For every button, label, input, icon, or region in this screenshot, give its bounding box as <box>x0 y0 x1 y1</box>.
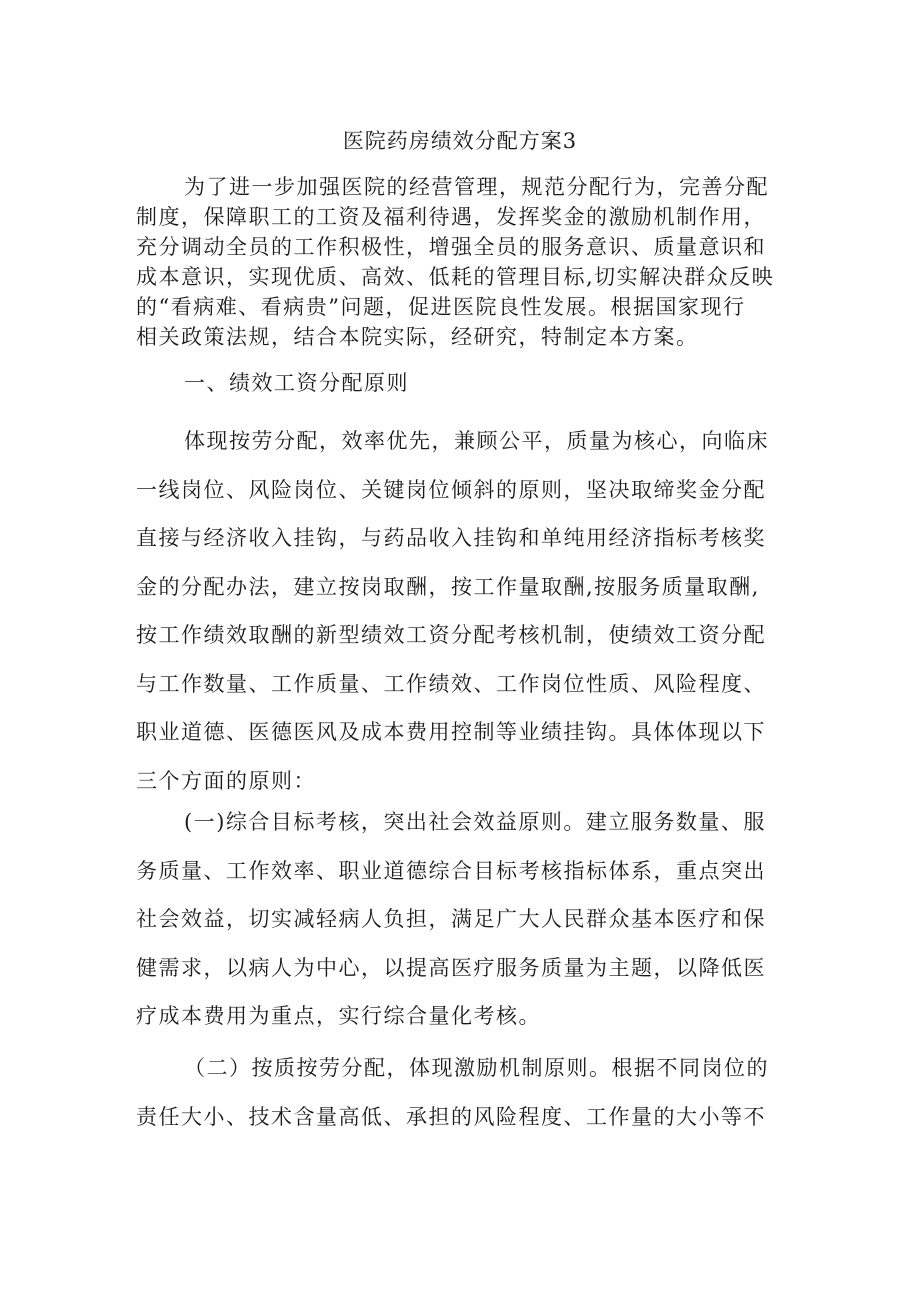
principle-paragraph <box>136 417 796 805</box>
paragraph-line: 按工作绩效取酬的新型绩效工资分配考核机制，使绩效工资分配 <box>136 623 766 647</box>
paragraph-line: 健需求，以病人为中心，以提高医疗服务质量为主题，以降低医 <box>136 955 766 980</box>
paragraph-line: 三个方面的原则： <box>136 768 316 793</box>
paragraph-line: 体现按劳分配，效率优先，兼顾公平，质量为核心，向临床 <box>184 429 769 453</box>
paragraph-line: 充分调动全员的工作积极性，增强全员的服务意识、质量意识和 <box>136 235 766 259</box>
intro-paragraph <box>136 172 796 352</box>
paragraph-line: 金的分配办法，建立按岗取酬，按工作量取酬,按服务质量取酬, <box>136 574 760 599</box>
paragraph-line: 直接与经济收入挂钩，与药品收入挂钩和单纯用经济指标考核奖 <box>136 526 766 550</box>
section-heading <box>136 368 796 398</box>
paragraph-line: 社会效益，切实减轻病人负担，满足广大人民群众基本医疗和保 <box>136 907 766 931</box>
paragraph-line: 与工作数量、工作质量、工作绩效、工作岗位性质、风险程度、 <box>136 671 766 696</box>
paragraph-line: 一线岗位、风险岗位、关键岗位倾斜的原则，坚决取缔奖金分配 <box>136 477 766 502</box>
paragraph-line: 相关政策法规，结合本院实际，经研究，特制定本方案。 <box>136 325 699 349</box>
paragraph-line: 成本意识，实现优质、高效、低耗的管理目标,切实解决群众反映 <box>136 265 775 289</box>
item-two-paragraph <box>136 1044 796 1141</box>
paragraph-line: 疗成本费用为重点，实行综合量化考核。 <box>136 1004 541 1028</box>
document-title: 医院药房绩效分配方案3 <box>342 129 578 153</box>
paragraph-line: 制度，保障职工的工资及福利待遇，发挥奖金的激励机制作用， <box>136 205 766 229</box>
paragraph-line: 务质量、工作效率、职业道德综合目标考核指标体系，重点突出 <box>136 858 766 883</box>
paragraph-line: (一)综合目标考核，突出社会效益原则。建立服务数量、服 <box>184 810 766 834</box>
paragraph-line: 为了进一步加强医院的经营管理，规范分配行为，完善分配 <box>184 175 769 199</box>
item-one-paragraph <box>136 798 796 1041</box>
paragraph-line: 的“看病难、看病贵”问题，促进医院良性发展。根据国家现行 <box>136 295 746 319</box>
paragraph-line: （二）按质按劳分配，体现激励机制原则。根据不同岗位的 <box>184 1056 769 1080</box>
heading-text: 一、绩效工资分配原则 <box>184 371 409 395</box>
paragraph-line: 责任大小、技术含量高低、承担的风险程度、工作量的大小等不 <box>136 1104 766 1129</box>
paragraph-line: 职业道德、医德医风及成本费用控制等业绩挂钩。具体体现以下 <box>136 720 766 744</box>
